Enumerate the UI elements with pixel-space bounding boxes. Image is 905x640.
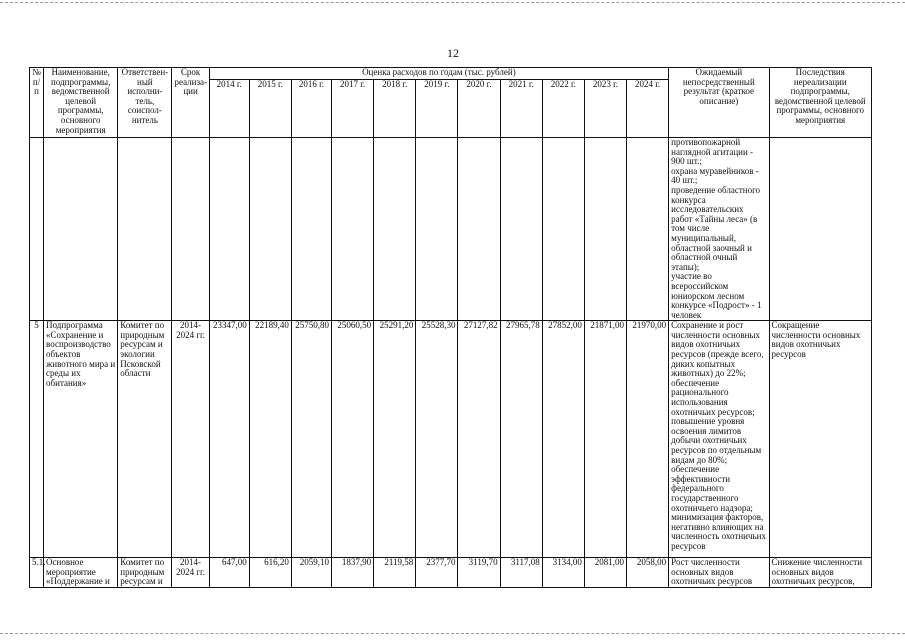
year-header: 2015 г. xyxy=(249,80,291,138)
year-header: 2014 г. xyxy=(209,80,249,138)
year-header: 2020 г. xyxy=(458,80,500,138)
row-resp: Комитет по природным ресурсам и экологии Псковской области xyxy=(118,321,172,558)
col-num-header: № п/п xyxy=(30,68,44,138)
value-cell xyxy=(500,138,542,321)
value-cell xyxy=(209,138,249,321)
year-header: 2018 г. xyxy=(374,80,416,138)
expenditure-table xyxy=(29,67,872,588)
value-cell: 25291,20 xyxy=(374,321,416,558)
value-cell: 25060,50 xyxy=(332,321,374,558)
table-row xyxy=(30,321,872,558)
row-num xyxy=(30,138,44,321)
value-cell: 2119,58 xyxy=(374,558,416,588)
col-result-header: Ожидаемый непосредственный результат (краткое описание) xyxy=(669,68,769,138)
year-header: 2017 г. xyxy=(332,80,374,138)
value-cell: 27965,78 xyxy=(500,321,542,558)
year-header: 2022 г. xyxy=(542,80,584,138)
value-cell xyxy=(249,138,291,321)
row-term: 2014-2024 гг. xyxy=(172,558,209,588)
row-result: Рост численности основных видов охотничьих ресурсов xyxy=(669,558,769,588)
scan-edge-top xyxy=(0,2,905,3)
row-name xyxy=(44,138,118,321)
page-number: 12 xyxy=(447,46,459,60)
year-header: 2023 г. xyxy=(584,80,626,138)
value-cell: 616,20 xyxy=(249,558,291,588)
col-resp-header: Ответствен-ный исполни-тель, соиспол-нитель xyxy=(118,68,172,138)
col-term-header: Срок реализа-ции xyxy=(172,68,209,138)
value-cell: 23347,00 xyxy=(209,321,249,558)
row-name: Основное мероприятие «Поддержание и xyxy=(44,558,118,588)
value-cell xyxy=(627,138,669,321)
value-cell: 1837,90 xyxy=(332,558,374,588)
col-consequences-header: Последствия нереализации подпрограммы, ведомственной целевой программы, основного мероприятия xyxy=(769,68,872,138)
value-cell: 22189,40 xyxy=(249,321,291,558)
value-cell xyxy=(458,138,500,321)
row-consequence: Сокращение численности основных видов охотничьих ресурсов xyxy=(769,321,872,558)
row-resp: Комитет по природным ресурсам и xyxy=(118,558,172,588)
value-cell: 2377,70 xyxy=(416,558,458,588)
value-cell: 2059,10 xyxy=(291,558,331,588)
row-name: Подпрограмма «Сохранение и воспроизводство объектов животного мира и среды их обитания» xyxy=(44,321,118,558)
value-cell: 25750,80 xyxy=(291,321,331,558)
value-cell xyxy=(542,138,584,321)
year-header: 2021 г. xyxy=(500,80,542,138)
value-cell: 647,00 xyxy=(209,558,249,588)
row-consequence: Снижение численности основных видов охотничьих ресурсов, xyxy=(769,558,872,588)
row-result: Сохранение и рост численности основных видов охотничьих ресурсов (прежде всего, диких копытных животных) до 22%; обеспечение рационального использования охотничьих ресурсов; повышение уровня освоения лимитов добычи охотничьих ресурсов по отдельным видам до 80%; обеспечение эффективности федерального государственного охотничьего надзора; минимизация факторов, негативно влияющих на численность охотничьих ресурсов xyxy=(669,321,769,558)
value-cell: 21871,00 xyxy=(584,321,626,558)
value-cell: 27127,82 xyxy=(458,321,500,558)
value-cell xyxy=(374,138,416,321)
row-result: противопожарной наглядной агитации - 900 шт.; охрана муравейников - 40 шт.; проведение областного конкурса исследовательских работ «Тайны леса» (в том числе муниципальный, областной заочный и областной очный этапы); участие во всероссийском юниорском лесном конкурсе «Подрост» - 1 человек xyxy=(669,138,769,321)
value-cell: 25528,30 xyxy=(416,321,458,558)
year-header: 2016 г. xyxy=(291,80,331,138)
table-row xyxy=(30,558,872,588)
value-cell xyxy=(416,138,458,321)
value-cell: 3134,00 xyxy=(542,558,584,588)
row-term xyxy=(172,138,209,321)
row-num: 5 xyxy=(30,321,44,558)
table-row xyxy=(30,138,872,321)
row-term: 2014-2024 гг. xyxy=(172,321,209,558)
col-name-header: Наименование, подпрограммы, ведомственной целевой программы, основного мероприятия xyxy=(44,68,118,138)
value-cell: 3117,08 xyxy=(500,558,542,588)
value-cell xyxy=(332,138,374,321)
row-num: 5.1. xyxy=(30,558,44,588)
year-header: 2024 г. xyxy=(627,80,669,138)
value-cell xyxy=(584,138,626,321)
value-cell: 2058,00 xyxy=(627,558,669,588)
col-costs-header: Оценка расходов по годам (тыс. рублей) xyxy=(209,68,669,80)
value-cell: 27852,00 xyxy=(542,321,584,558)
scan-edge-bottom xyxy=(0,633,905,634)
value-cell: 3119,70 xyxy=(458,558,500,588)
year-header: 2019 г. xyxy=(416,80,458,138)
row-consequence xyxy=(769,138,872,321)
row-resp xyxy=(118,138,172,321)
value-cell xyxy=(291,138,331,321)
value-cell: 2081,00 xyxy=(584,558,626,588)
value-cell: 21970,00 xyxy=(627,321,669,558)
